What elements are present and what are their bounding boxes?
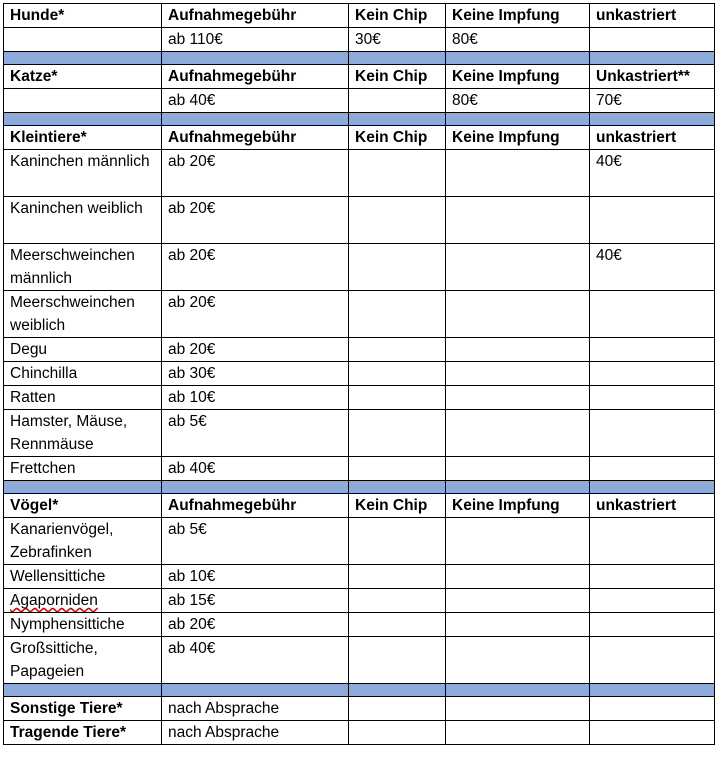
table-row	[4, 150, 715, 197]
cell-fee: ab 20€	[162, 291, 349, 338]
cell-uncastrated	[590, 197, 715, 244]
cell-uncastrated	[590, 697, 715, 721]
cell-no-vaccination	[446, 150, 590, 197]
header-no-vaccination: Keine Impfung	[446, 494, 590, 518]
cell-no-vaccination	[446, 565, 590, 589]
cell-animal	[4, 28, 162, 52]
cell-no-vaccination	[446, 457, 590, 481]
section-header-voegel	[4, 494, 715, 518]
cell-no-chip	[349, 291, 446, 338]
cell-uncastrated	[590, 338, 715, 362]
cell-uncastrated	[590, 386, 715, 410]
cell-fee: ab 15€	[162, 589, 349, 613]
cell-fee: nach Absprache	[162, 721, 349, 745]
table-row	[4, 28, 715, 52]
cell-uncastrated: 40€	[590, 150, 715, 197]
cell-no-vaccination: 80€	[446, 89, 590, 113]
cell-no-chip	[349, 613, 446, 637]
header-category: Hunde*	[4, 4, 162, 28]
cell-uncastrated	[590, 721, 715, 745]
header-fee: Aufnahmegebühr	[162, 4, 349, 28]
header-uncastrated: unkastriert	[590, 4, 715, 28]
cell-animal: Großsittiche, Papageien	[4, 637, 162, 684]
cell-no-vaccination	[446, 518, 590, 565]
header-no-chip: Kein Chip	[349, 65, 446, 89]
cell-animal: Ratten	[4, 386, 162, 410]
cell-no-vaccination	[446, 291, 590, 338]
cell-animal: Hamster, Mäuse, Rennmäuse	[4, 410, 162, 457]
cell-no-chip	[349, 589, 446, 613]
cell-no-chip	[349, 565, 446, 589]
cell-no-chip	[349, 362, 446, 386]
table-row	[4, 386, 715, 410]
cell-no-chip	[349, 386, 446, 410]
cell-animal: Degu	[4, 338, 162, 362]
cell-uncastrated	[590, 28, 715, 52]
cell-uncastrated	[590, 589, 715, 613]
cell-fee: ab 40€	[162, 457, 349, 481]
cell-animal: Meerschweinchen weiblich	[4, 291, 162, 338]
spellcheck-marked-text: Agaporniden	[10, 592, 98, 609]
cell-animal: Kaninchen weiblich	[4, 197, 162, 244]
cell-no-chip	[349, 637, 446, 684]
cell-no-vaccination	[446, 244, 590, 291]
header-category: Kleintiere*	[4, 126, 162, 150]
header-uncastrated: unkastriert	[590, 494, 715, 518]
cell-fee: ab 20€	[162, 613, 349, 637]
table-row	[4, 697, 715, 721]
cell-no-vaccination	[446, 338, 590, 362]
header-fee: Aufnahmegebühr	[162, 126, 349, 150]
cell-no-chip	[349, 518, 446, 565]
cell-no-chip	[349, 150, 446, 197]
table-row	[4, 613, 715, 637]
cell-no-vaccination	[446, 637, 590, 684]
table-row	[4, 291, 715, 338]
cell-fee: ab 20€	[162, 338, 349, 362]
section-header-kleintiere	[4, 126, 715, 150]
cell-uncastrated	[590, 362, 715, 386]
cell-no-chip	[349, 197, 446, 244]
table-row	[4, 410, 715, 457]
cell-fee: ab 10€	[162, 386, 349, 410]
cell-animal: Sonstige Tiere*	[4, 697, 162, 721]
cell-fee: ab 40€	[162, 89, 349, 113]
cell-uncastrated	[590, 291, 715, 338]
cell-animal: Tragende Tiere*	[4, 721, 162, 745]
header-category: Vögel*	[4, 494, 162, 518]
table-row	[4, 565, 715, 589]
section-separator	[4, 481, 715, 494]
cell-no-chip	[349, 457, 446, 481]
cell-no-vaccination	[446, 613, 590, 637]
cell-no-vaccination	[446, 386, 590, 410]
cell-fee: ab 5€	[162, 410, 349, 457]
header-no-chip: Kein Chip	[349, 4, 446, 28]
header-uncastrated: unkastriert	[590, 126, 715, 150]
cell-uncastrated	[590, 565, 715, 589]
cell-animal: Kaninchen männlich	[4, 150, 162, 197]
cell-no-vaccination	[446, 697, 590, 721]
table-row	[4, 244, 715, 291]
cell-no-chip	[349, 697, 446, 721]
table-row	[4, 197, 715, 244]
header-no-chip: Kein Chip	[349, 494, 446, 518]
cell-animal: Frettchen	[4, 457, 162, 481]
cell-uncastrated: 70€	[590, 89, 715, 113]
cell-uncastrated	[590, 410, 715, 457]
cell-animal: Nymphensittiche	[4, 613, 162, 637]
cell-no-chip	[349, 410, 446, 457]
cell-no-vaccination	[446, 721, 590, 745]
section-separator	[4, 684, 715, 697]
header-fee: Aufnahmegebühr	[162, 65, 349, 89]
cell-no-vaccination	[446, 410, 590, 457]
cell-animal	[4, 89, 162, 113]
cell-animal: Wellensittiche	[4, 565, 162, 589]
cell-animal: Meerschweinchen männlich	[4, 244, 162, 291]
cell-uncastrated	[590, 613, 715, 637]
cell-fee: nach Absprache	[162, 697, 349, 721]
header-uncastrated: Unkastriert**	[590, 65, 715, 89]
header-no-vaccination: Keine Impfung	[446, 65, 590, 89]
table-row	[4, 721, 715, 745]
cell-fee: ab 10€	[162, 565, 349, 589]
section-header-katze	[4, 65, 715, 89]
table-row	[4, 637, 715, 684]
section-separator	[4, 52, 715, 65]
header-category: Katze*	[4, 65, 162, 89]
cell-no-chip	[349, 244, 446, 291]
cell-fee: ab 30€	[162, 362, 349, 386]
cell-uncastrated	[590, 518, 715, 565]
cell-fee: ab 20€	[162, 150, 349, 197]
header-no-vaccination: Keine Impfung	[446, 126, 590, 150]
cell-no-chip	[349, 89, 446, 113]
header-no-vaccination: Keine Impfung	[446, 4, 590, 28]
cell-fee: ab 40€	[162, 637, 349, 684]
cell-no-vaccination	[446, 589, 590, 613]
section-header-hunde	[4, 4, 715, 28]
cell-fee: ab 5€	[162, 518, 349, 565]
cell-no-vaccination	[446, 362, 590, 386]
cell-uncastrated	[590, 457, 715, 481]
table-row	[4, 338, 715, 362]
cell-animal	[4, 589, 162, 613]
cell-uncastrated	[590, 637, 715, 684]
cell-animal: Kanarienvögel, Zebrafinken	[4, 518, 162, 565]
table-row	[4, 589, 715, 613]
table-row	[4, 518, 715, 565]
table-row	[4, 89, 715, 113]
cell-no-chip	[349, 338, 446, 362]
header-fee: Aufnahmegebühr	[162, 494, 349, 518]
cell-uncastrated: 40€	[590, 244, 715, 291]
table-row	[4, 362, 715, 386]
header-no-chip: Kein Chip	[349, 126, 446, 150]
cell-no-chip: 30€	[349, 28, 446, 52]
cell-fee: ab 20€	[162, 197, 349, 244]
cell-no-vaccination	[446, 197, 590, 244]
fee-table	[3, 3, 715, 745]
cell-fee: ab 110€	[162, 28, 349, 52]
cell-fee: ab 20€	[162, 244, 349, 291]
cell-no-chip	[349, 721, 446, 745]
section-separator	[4, 113, 715, 126]
cell-animal: Chinchilla	[4, 362, 162, 386]
table-row	[4, 457, 715, 481]
cell-no-vaccination: 80€	[446, 28, 590, 52]
